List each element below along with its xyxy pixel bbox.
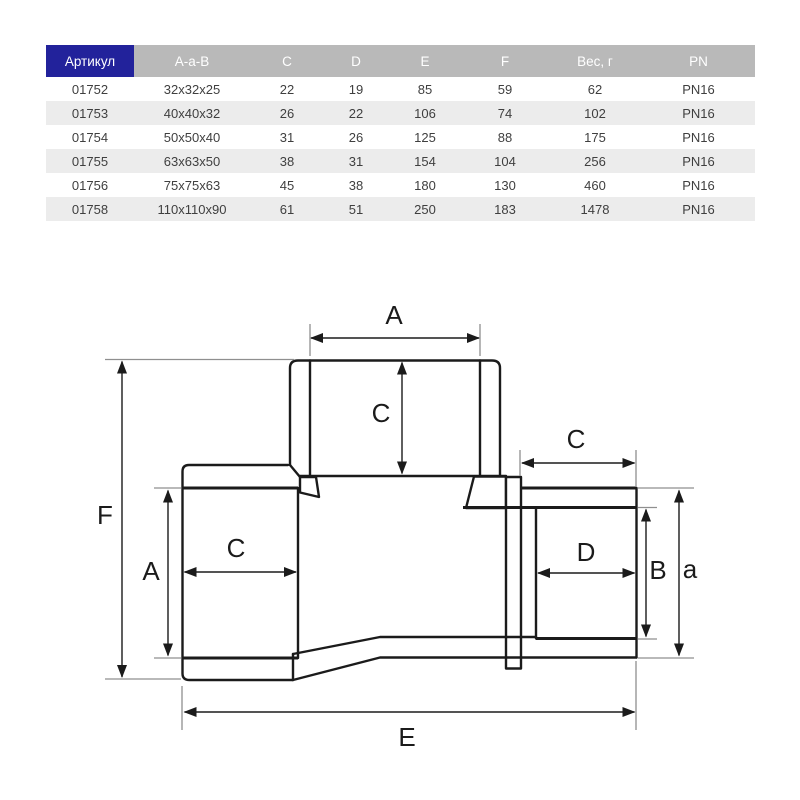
- dimension-label-right-depth-inner: D: [576, 537, 596, 567]
- table-cell: 183: [462, 197, 548, 221]
- dimension-label-branch-width: A: [385, 300, 403, 330]
- table-cell: 61: [250, 197, 324, 221]
- dimension-label-right-depth-top: C: [566, 424, 586, 454]
- table-cell: PN16: [642, 125, 755, 149]
- header-cell-pn: PN: [642, 45, 755, 77]
- dimension-label-left-bore: A: [142, 556, 160, 586]
- table-cell: 180: [388, 173, 462, 197]
- extension-lines: [105, 324, 694, 730]
- dimension-label-height: F: [97, 500, 113, 530]
- table-cell: 74: [462, 101, 548, 125]
- table-cell: PN16: [642, 149, 755, 173]
- right-pipe-outline: [293, 488, 637, 680]
- table-cell: 26: [250, 101, 324, 125]
- table-cell: 38: [324, 173, 388, 197]
- table-cell: 130: [462, 173, 548, 197]
- table-cell: 106: [388, 101, 462, 125]
- header-cell-size: A-a-B: [134, 45, 250, 77]
- table-cell: 32x32x25: [134, 77, 250, 101]
- table-cell: 01758: [46, 197, 134, 221]
- dimension-lines: [122, 338, 679, 712]
- dimension-label-length: E: [398, 722, 416, 752]
- dimension-labels: [97, 300, 698, 752]
- table-cell: 01753: [46, 101, 134, 125]
- table-cell: 62: [548, 77, 642, 101]
- header-cell-article: Артикул: [46, 45, 134, 77]
- table-cell: 31: [324, 149, 388, 173]
- table-cell: 110x110x90: [134, 197, 250, 221]
- table-cell: 38: [250, 149, 324, 173]
- table-cell: 154: [388, 149, 462, 173]
- table-cell: 125: [388, 125, 462, 149]
- table-cell: 104: [462, 149, 548, 173]
- header-cell-c: C: [250, 45, 324, 77]
- table-cell: 250: [388, 197, 462, 221]
- header-cell-weight: Вес, г: [548, 45, 642, 77]
- table-cell: 59: [462, 77, 548, 101]
- dimension-label-branch-depth: C: [371, 398, 391, 428]
- table-cell: PN16: [642, 77, 755, 101]
- table-cell: 256: [548, 149, 642, 173]
- table-cell: 01756: [46, 173, 134, 197]
- table-cell: 175: [548, 125, 642, 149]
- table-cell: 51: [324, 197, 388, 221]
- table-cell: 460: [548, 173, 642, 197]
- table-cell: 19: [324, 77, 388, 101]
- dimension-label-left-depth: C: [226, 533, 246, 563]
- table-cell: 85: [388, 77, 462, 101]
- table-cell: 31: [250, 125, 324, 149]
- table-cell: 75x75x63: [134, 173, 250, 197]
- table-cell: 88: [462, 125, 548, 149]
- table-cell: 26: [324, 125, 388, 149]
- table-cell: PN16: [642, 197, 755, 221]
- flange-ring: [506, 477, 521, 669]
- header-cell-d: D: [324, 45, 388, 77]
- table-cell: 45: [250, 173, 324, 197]
- dimension-label-right-outer: a: [682, 554, 698, 584]
- table-cell: 50x50x40: [134, 125, 250, 149]
- header-cell-f: F: [462, 45, 548, 77]
- table-cell: PN16: [642, 173, 755, 197]
- table-cell: 22: [324, 101, 388, 125]
- dimension-label-right-bore: B: [649, 555, 667, 585]
- table-cell: 22: [250, 77, 324, 101]
- table-cell: PN16: [642, 101, 755, 125]
- table-cell: 01754: [46, 125, 134, 149]
- table-cell: 01752: [46, 77, 134, 101]
- header-cell-e: E: [388, 45, 462, 77]
- table-cell: 01755: [46, 149, 134, 173]
- table-cell: 102: [548, 101, 642, 125]
- table-cell: 63x63x50: [134, 149, 250, 173]
- tee-body-outline: [183, 361, 507, 681]
- table-cell: 1478: [548, 197, 642, 221]
- table-cell: 40x40x32: [134, 101, 250, 125]
